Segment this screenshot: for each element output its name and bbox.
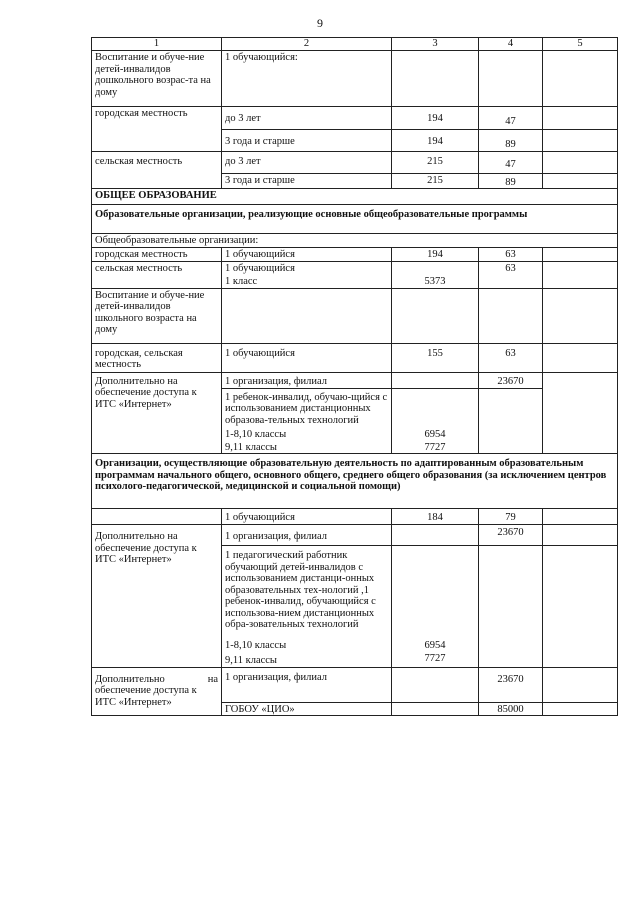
row-desc: 3 года и старше <box>222 130 392 152</box>
cell-value: 215 <box>392 173 479 189</box>
cell-value: 23670 <box>479 525 543 546</box>
section-subheading: Образовательные организации, реализующие основные общеобразовательные программы <box>92 205 618 234</box>
row-label: Дополнительно на обеспечение доступа к ИТС «Интернет» <box>92 372 222 454</box>
row-desc: 1 обучающийся <box>222 509 392 525</box>
cell-value: 89 <box>479 173 543 189</box>
cell-value: 63 <box>479 343 543 372</box>
row-label: Дополнительно <box>95 673 165 685</box>
row-desc: 1 организация, филиал <box>222 525 392 546</box>
table-header-row <box>92 38 618 51</box>
row-desc: 1 класс <box>225 276 258 287</box>
table-row <box>92 248 618 262</box>
row-label: Воспитание и обуче-ние детей-инвалидов дошкольного возрас-та на дому <box>92 51 222 107</box>
table-row <box>92 51 618 107</box>
cell-value: 5373 <box>424 276 446 287</box>
cell-value: 89 <box>479 130 543 152</box>
row-desc: до 3 лет <box>222 107 392 130</box>
cell-value: 47 <box>479 107 543 130</box>
table-row <box>92 372 618 388</box>
row-label: обеспечение доступа к ИТС «Интернет» <box>95 685 197 708</box>
table-row <box>92 151 618 173</box>
cell-value: 7727 <box>392 651 479 667</box>
orgs-label: Общеобразовательные организации: <box>92 234 618 248</box>
cell-value: 85000 <box>479 702 543 716</box>
column-header: 3 <box>392 38 479 51</box>
cell-value: 194 <box>392 248 479 262</box>
class-range: 9,11 классы <box>222 441 392 454</box>
column-header: 4 <box>479 38 543 51</box>
row-desc: 1 обучающийся <box>225 262 295 274</box>
row-label: Воспитание и обуче-ние детей-инвалидов школьного возраста на дому <box>92 288 222 343</box>
table-row <box>92 234 618 248</box>
cell-value: 47 <box>479 151 543 173</box>
row-desc: до 3 лет <box>222 151 392 173</box>
row-label: на <box>207 673 218 685</box>
row-desc: 1 педагогический работник обучающий детей-инвалидов с использованием дистанци-онных образовательных тех-нологий ,1 ребенок-инвалид, обучающийся с использова-нием дистанционных обра-зовательных технологий <box>225 550 376 630</box>
cell-value: 6954 <box>424 639 446 651</box>
cell-value: 7727 <box>392 441 479 454</box>
row-desc: ГОБОУ «ЦИО» <box>222 702 392 716</box>
table-row <box>92 343 618 372</box>
cell-value: 6954 <box>424 429 446 440</box>
cell-value: 215 <box>392 151 479 173</box>
column-header: 5 <box>543 38 618 51</box>
page-number: 9 <box>317 16 323 30</box>
row-label: сельская местность <box>92 261 222 288</box>
table-row <box>92 525 618 546</box>
cell-value: 79 <box>479 509 543 525</box>
row-desc: 3 года и старше <box>222 173 392 189</box>
column-header: 2 <box>222 38 392 51</box>
row-desc: 1 организация, филиал <box>222 667 392 702</box>
row-label: Дополнительно на обеспечение доступа к ИТС «Интернет» <box>92 525 222 668</box>
cell-value: 155 <box>392 343 479 372</box>
class-range: 1-8,10 классы <box>225 429 287 440</box>
table-row <box>92 509 618 525</box>
table-row <box>92 667 618 702</box>
cell-value: 194 <box>392 107 479 130</box>
table-row <box>92 107 618 130</box>
budget-standards-table <box>91 37 618 716</box>
row-desc: 1 обучающийся <box>222 343 392 372</box>
section-heading: Организации, осуществляющие образовательную деятельность по адаптированным образовательным программам начального общего, основного общего, среднего общего образования (за исключением центров психолого-педагогической, медицинской и социальной помощи) <box>92 454 618 509</box>
row-label: городская, сельская местность <box>92 343 222 372</box>
row-desc: 1 ребенок-инвалид, обучаю-щийся с использованием дистанционных образова-тельных технологий <box>225 391 388 426</box>
section-subheading-row <box>92 205 618 234</box>
class-range: 1-8,10 классы <box>225 639 287 651</box>
row-label: сельская местность <box>92 151 222 189</box>
column-header: 1 <box>92 38 222 51</box>
section-heading-row <box>92 189 618 205</box>
class-range: 9,11 классы <box>222 651 392 667</box>
row-desc: 1 организация, филиал <box>222 372 392 388</box>
cell-value: 23670 <box>479 372 543 388</box>
cell-value: 23670 <box>479 667 543 702</box>
table-row <box>92 261 618 288</box>
section-heading-row <box>92 454 618 509</box>
row-desc: 1 обучающийся <box>222 248 392 262</box>
section-heading: ОБЩЕЕ ОБРАЗОВАНИЕ <box>92 189 618 205</box>
cell-value: 184 <box>392 509 479 525</box>
cell-value: 63 <box>479 248 543 262</box>
table-row <box>92 288 618 343</box>
cell-value: 194 <box>392 130 479 152</box>
row-label: городская местность <box>92 248 222 262</box>
row-desc: 1 обучающийся: <box>222 51 392 107</box>
cell-value: 63 <box>479 261 543 288</box>
row-label: городская местность <box>92 107 222 152</box>
